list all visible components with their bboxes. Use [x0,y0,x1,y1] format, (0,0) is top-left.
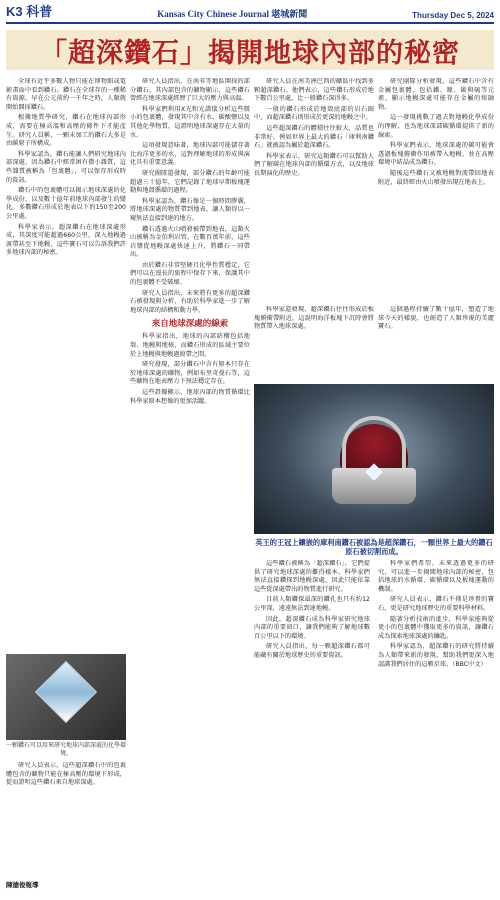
paragraph: 鑽石中的包裹體可以揭示地球深處的化學成份，以及數十億年前地球內部發生的變化。多數鑽石形成於地表以下約150至200公里處。 [6,187,126,220]
paragraph: 這一發現挑戰了過去對地幔化學成份的理解，也為地球深部碳循環提供了新的線索。 [378,114,494,139]
headline-banner [6,30,494,70]
diamond-icon [35,661,97,723]
paragraph: 研究團隊還發現，部分鑽石的年齡可能超過三十億年，它們記錄了地球早期板塊運動與地殼循環的過程。 [130,169,250,195]
column-2-body [130,78,250,315]
crown-icon [324,408,424,504]
page-header [6,4,494,24]
paragraph: 研究團隊分析發現，這些鑽石中含有金屬包裹體，包括鐵、鎳、碳與硫等元素，顯示地幔深處可能存在金屬的熔融物。 [378,78,494,111]
paragraph: 這些鑽石被稱為「超深鑽石」，它們提供了研究地球深處的難得樣本。科學家們無法直接鑽探到地幔深處，因此只能依靠這些從深處帶出的物質進行研究。 [254,560,370,593]
sub-heading: 來自地球深處的線索 [151,319,229,330]
paragraph: 科學家指出，地球的內部結構包括地殼、地幔與地核，而鑽石形成的區域主要位於上地幔與地幔過渡帶之間。 [130,333,250,358]
article-column-6 [378,560,494,880]
paragraph: 目前人類鑽探最深的鑽孔也只有約12公里深，遠遠無法到達地幔。 [254,596,370,612]
paragraph: 隨著分析技術的進步，科學家能夠從更小的包裹體中獲取更多的資訊，讓鑽石成為探索地球深處的鑰匙。 [378,615,494,640]
paragraph: 科學家還發現，超深鑽石往往形成於板塊俯衝帶附近，這說明海洋板塊下沉時會將物質帶入地球深處。 [254,306,374,331]
paragraph: 全球有近乎多數人物只能在博物館或電影畫面中看到鑽石。鑽石在全球存的一種稀有資源，早在公元前約一千年之時，人類就開始開採鑽石。 [6,78,126,111]
paragraph: 研究人員指出，每一顆超深鑽石都可能藏有關於地球歷史的重要資訊。 [254,643,370,659]
paragraph: 研究人員表示，鑽石不僅是珍貴的寶石，更是研究地球歷史的重要科學材料。 [378,596,494,612]
issue-date: Thursday Dec 5, 2024 [412,11,494,20]
crown-photo [254,384,494,534]
paragraph: 一般的鑽石形成於地殼底部的岩石圈中，而超深鑽石則形成於更深的地幔之中。 [254,105,374,122]
article-column-1b [6,762,126,876]
paragraph: 鑽石透過火山噴發被帶到地表，這類火山被稱為金伯利岩管。在數百萬年前，這些岩漿從地幔深處快速上升，將鑽石一同帶出。 [130,225,250,259]
paragraph: 科學家認為，鑽石像是一個時間膠囊，將地球深處的物質帶到地表，讓人類得以一窺無法直接到達的地方。 [130,197,250,222]
paragraph: 這個過程持續了數十億年，塑造了地球今天的樣貌，也創造了人類珍視的美麗寶石。 [378,306,494,331]
paragraph: 科學家認為，超深鑽石的研究將持續為人類帶來新的發現，幫助我們更深入地認識我們居住的這顆星球。（BBC中文） [378,643,494,668]
paragraph: 研究人員指出，在南非等地區開採的部分鑽石，其內部包含的礦物顯示，這些鑽石曾經在地球深處經歷了巨大的壓力與高溫。 [130,78,250,103]
paragraph: 這些證據顯示，地球內部的物質循環比科學家原本想像的更加活躍。 [130,389,250,405]
article-column-1 [6,78,126,650]
paragraph: 研究發現，部分鑽石中含有原本只存在於地球深處的礦物，例如布里奇曼石等，這些礦物在地表壓力下無法穩定存在。 [130,361,250,386]
paragraph: 研究人員在南美洲巴西的礦區中找到多顆超深鑽石。他們表示，這些鑽石形成於地下數百公里處，比一般鑽石深得多。 [254,78,374,103]
paragraph: 研究人員指出，未來將有更多的超深鑽石被發現與分析，有助於科學家進一步了解地球內部的結構和動力學。 [130,289,250,314]
section-label: K3 科普 [6,4,53,19]
article-column-2 [130,78,250,888]
paragraph: 由於鑽石非常堅硬且化學性質穩定，它們可以在漫長的旅程中保存下來，保護其中的包裹體不受破壞。 [130,261,250,287]
paragraph: 根據地質學研究，鑽石在地球內部形成，需要在極高溫和高壓的條件下才能產生。研究人員稱，一顆未加工的鑽石大多是由碳原子所構成。 [6,114,126,148]
paragraph: 科學家表示，超深鑽石在地球深處形成，其深度可能超過660公里，深入地幔過渡帶甚至下地幔，這些寶石可以告訴我們許多地球內部的秘密。 [6,223,126,257]
diamond-photo-caption: 一顆鑽石可以用來研究地球內部深處的化學環境。 [6,742,127,757]
article-column-4b [378,306,494,382]
column-2-body-b [130,333,250,406]
paragraph: 科學家表示，研究這類鑽石可以幫助人們了解碳在地球內部的循環方式，以及地球長期演化的歷史。 [254,152,374,177]
article-column-3b [254,306,374,382]
crown-photo-caption: 英王的王冠上鑲嵌的庫利南鑽石被認為是超深鑽石，一顆世界上最大的鑽石原石被切割而成。 [255,538,493,556]
paragraph: 隨後這些鑽石又被地幔對流帶回地表附近，最終經由火山噴發出現在地表上。 [378,169,494,186]
paragraph: 研究人員表示，這些超深鑽石中的包裹體包含的礦物只能在極高壓的環境下形成，從而證明這些鑽石來自地球深處。 [6,762,126,787]
paper-name: Kansas City Chinese Journal 堪城新聞 [157,9,308,19]
paragraph: 科學家們希望，未來透過更多的研究，可以進一步揭開地球內部的秘密，包括地球的水循環、碳循環以及板塊運動的機制。 [378,560,494,593]
paragraph: 科學家認為，鑽石能讓人們研究地球內部深處，因為鑽石中經常困有微小雜質，這些雜質被稱為「包裹體」，可以保存形成時的資訊。 [6,150,126,184]
article-author: 陳德俊報導 [6,881,39,889]
paragraph: 科學家們利用X光和光譜儀分析這些微小的包裹體，發現其中含有水、碳酸鹽以及其他化學物質，這證明地球深處存在大量的水。 [130,105,250,139]
paragraph: 這項發現意味著，地球內部可能儲存著比海洋更多的水，這對理解地球的形成與演化具有重要意義。 [130,142,250,167]
article-column-5 [254,560,370,880]
paragraph: 這些超深鑽石的體積往往較大，品質也非常好。例如世界上最大的鑽石「庫利南鑽石」就被認為屬於超深鑽石。 [254,124,374,150]
paragraph: 因此，超深鑽石成為科學家研究地球內部的重要窗口，讓我們能夠了解地球數百公里以下的環境。 [254,615,370,640]
headline-title: 「超深鑽石」揭開地球內部的秘密 [40,37,460,69]
diamond-photo [6,654,126,740]
paragraph: 科學家們表示，地球深處的碳可能會透過板塊俯衝作用被帶入地幔，並在高壓環境中結晶成為鑽石。 [378,142,494,167]
